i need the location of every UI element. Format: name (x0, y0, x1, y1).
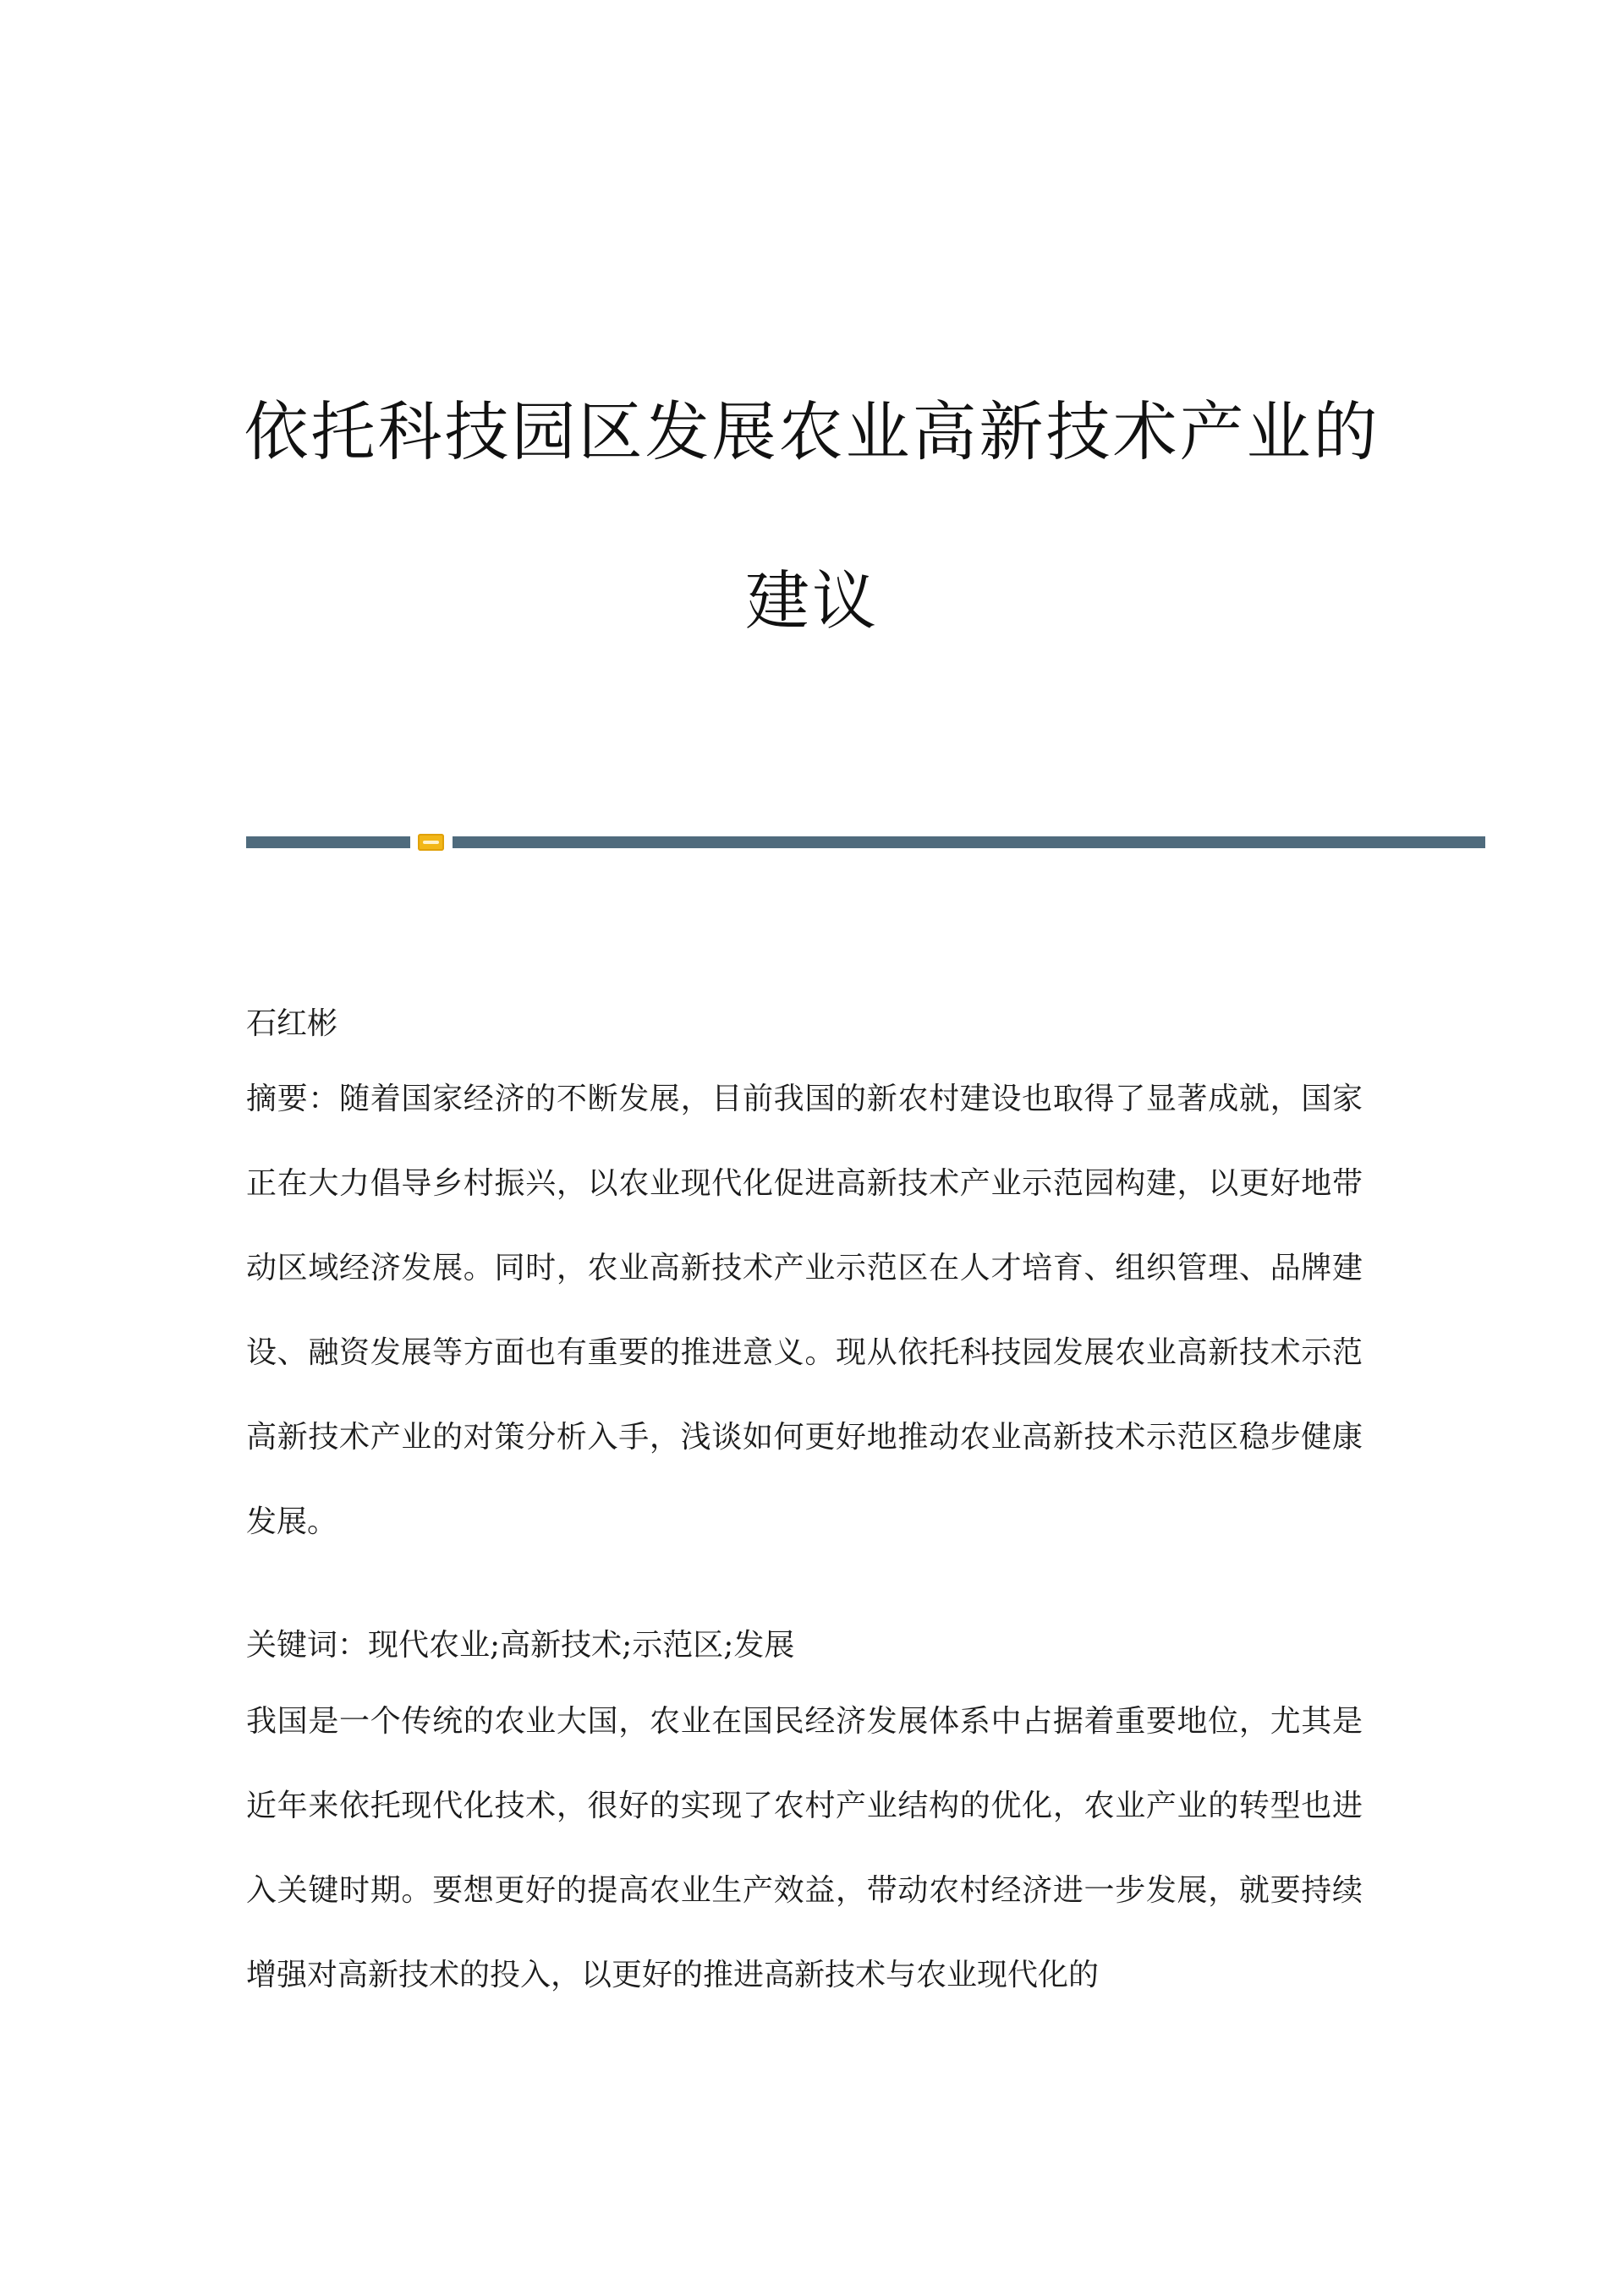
document-title-line-1: 依托科技园区发展农业高新技术产业的 (244, 394, 1380, 469)
divider-bar-right (453, 836, 1485, 848)
abstract-paragraph: 摘要：随着国家经济的不断发展，目前我国的新农村建设也取得了显著成就，国家正在大力倡导乡村振兴，以农业现代化促进高新技术产业示范园构建，以更好地带动区域经济发展。同时，农业高新技术产业示范区在人才培育、组织管理、品牌建设、融资发展等方面也有重要的推进意义。现从依托科技园发展农业高新技术示范高新技术产业的对策分析入手，浅谈如何更好地推动农业高新技术示范区稳步健康发展。 (246, 1082, 1363, 1539)
divider-ornament-icon (418, 834, 444, 851)
body-paragraph: 我国是一个传统的农业大国，农业在国民经济发展体系中占据着重要地位，尤其是近年来依托现代化技术，很好的实现了农村产业结构的优化，农业产业的转型也进入关键时期。要想更好的提高农业生产效益，带动农村经济进一步发展，就要持续增强对高新技术的投入，以更好的推进高新技术与农业现代化的 (246, 1704, 1363, 1992)
document-title-line-2: 建议 (745, 563, 879, 638)
author-name: 石红彬 (246, 1006, 338, 1041)
keywords-line: 关键词：现代农业;高新技术;示范区;发展 (246, 1628, 795, 1663)
title-divider (246, 834, 1485, 851)
divider-bar-left (246, 836, 410, 848)
